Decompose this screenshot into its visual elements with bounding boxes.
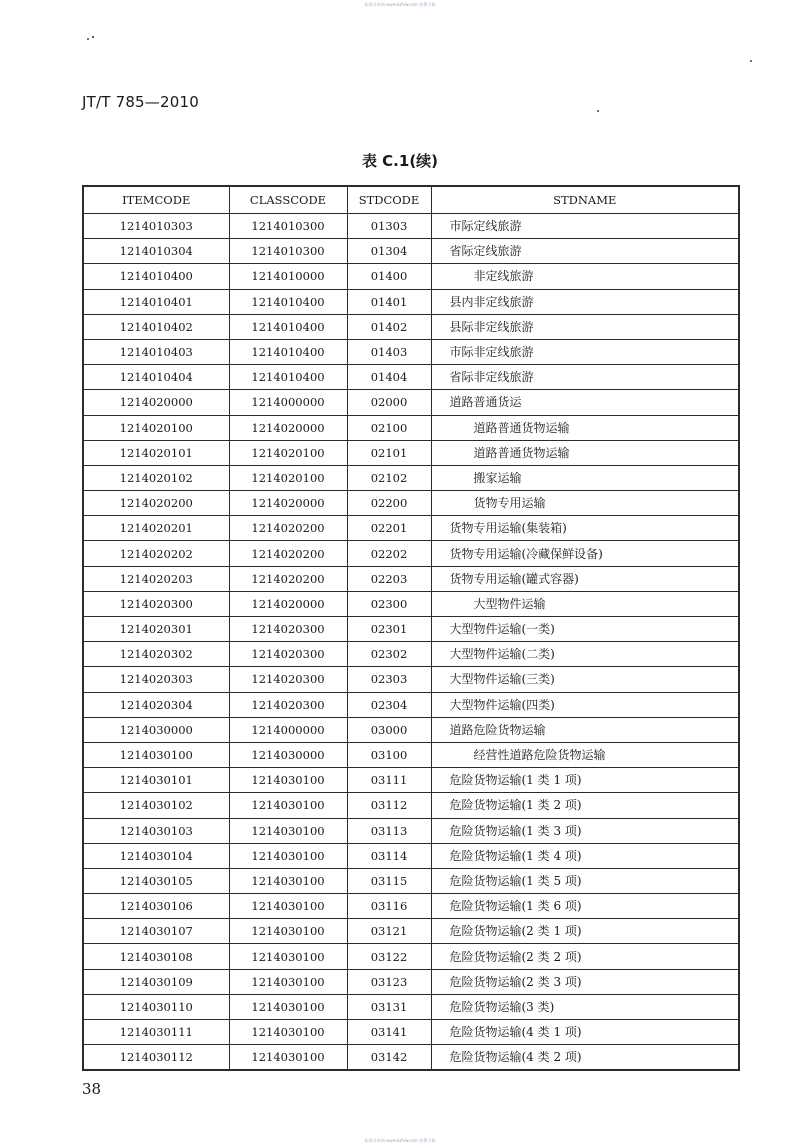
classcode-cell: 1214020300 (229, 642, 347, 667)
column-header-stdname: STDNAME (431, 186, 739, 214)
table-row (83, 868, 739, 893)
itemcode-cell: 1214030103 (83, 818, 229, 843)
classcode-cell: 1214020300 (229, 692, 347, 717)
stdcode-cell: 03113 (347, 818, 431, 843)
stdname-cell: 危险货物运输(1 类 1 项) (431, 768, 739, 793)
stdname-cell: 危险货物运输(3 类) (431, 994, 739, 1019)
classcode-cell: 1214010400 (229, 339, 347, 364)
itemcode-cell: 1214030102 (83, 793, 229, 818)
itemcode-cell: 1214020100 (83, 415, 229, 440)
classcode-cell: 1214030100 (229, 868, 347, 893)
itemcode-cell: 1214030110 (83, 994, 229, 1019)
stdcode-cell: 03121 (347, 919, 431, 944)
stdcode-cell: 01404 (347, 365, 431, 390)
stdname-cell: 危险货物运输(1 类 2 项) (431, 793, 739, 818)
itemcode-cell: 1214010403 (83, 339, 229, 364)
stdname-cell: 危险货物运输(2 类 2 项) (431, 944, 739, 969)
classcode-cell: 1214010400 (229, 289, 347, 314)
stdname-cell: 经营性道路危险货物运输 (431, 742, 739, 767)
itemcode-cell: 1214020200 (83, 491, 229, 516)
stdname-cell: 省际非定线旅游 (431, 365, 739, 390)
stdname-cell: 货物专用运输(集装箱) (431, 516, 739, 541)
table-row (83, 440, 739, 465)
stdcode-cell: 02202 (347, 541, 431, 566)
table-row (83, 793, 739, 818)
stdname-cell: 危险货物运输(4 类 2 项) (431, 1045, 739, 1071)
stdcode-cell: 01401 (347, 289, 431, 314)
table-row (83, 465, 739, 490)
watermark-top: 标准分享网 www.bzfxw.com 免费下载 (364, 2, 436, 7)
table-row (83, 843, 739, 868)
stdname-cell: 大型物件运输(三类) (431, 667, 739, 692)
classcode-cell: 1214030100 (229, 994, 347, 1019)
stdcode-cell: 02302 (347, 642, 431, 667)
table-row (83, 1020, 739, 1045)
classcode-cell: 1214020200 (229, 516, 347, 541)
table-row (83, 994, 739, 1019)
stdname-cell: 大型物件运输(四类) (431, 692, 739, 717)
stdname-cell: 危险货物运输(1 类 6 项) (431, 894, 739, 919)
table-row (83, 894, 739, 919)
itemcode-cell: 1214030101 (83, 768, 229, 793)
classcode-cell: 1214020200 (229, 566, 347, 591)
code-table (82, 185, 740, 1071)
itemcode-cell: 1214030105 (83, 868, 229, 893)
column-header-stdcode: STDCODE (347, 186, 431, 214)
table-row (83, 264, 739, 289)
table-row (83, 692, 739, 717)
itemcode-cell: 1214020101 (83, 440, 229, 465)
stdcode-cell: 02203 (347, 566, 431, 591)
scan-speck (750, 60, 752, 62)
stdcode-cell: 03142 (347, 1045, 431, 1071)
stdcode-cell: 03123 (347, 969, 431, 994)
stdname-cell: 道路危险货物运输 (431, 717, 739, 742)
stdcode-cell: 02301 (347, 617, 431, 642)
itemcode-cell: 1214010402 (83, 314, 229, 339)
stdname-cell: 搬家运输 (431, 465, 739, 490)
classcode-cell: 1214020000 (229, 491, 347, 516)
table-row (83, 314, 739, 339)
stdname-cell: 危险货物运输(4 类 1 项) (431, 1020, 739, 1045)
stdname-cell: 货物专用运输(冷藏保鲜设备) (431, 541, 739, 566)
classcode-cell: 1214030100 (229, 944, 347, 969)
stdname-cell: 道路普通货物运输 (431, 440, 739, 465)
itemcode-cell: 1214030107 (83, 919, 229, 944)
classcode-cell: 1214020100 (229, 440, 347, 465)
table-row (83, 617, 739, 642)
itemcode-cell: 1214010303 (83, 214, 229, 239)
stdcode-cell: 03131 (347, 994, 431, 1019)
table-row (83, 415, 739, 440)
table-row (83, 667, 739, 692)
classcode-cell: 1214020000 (229, 415, 347, 440)
column-header-itemcode: ITEMCODE (83, 186, 229, 214)
itemcode-cell: 1214010304 (83, 239, 229, 264)
stdname-cell: 货物专用运输 (431, 491, 739, 516)
stdcode-cell: 02101 (347, 440, 431, 465)
stdname-cell: 非定线旅游 (431, 264, 739, 289)
stdname-cell: 县内非定线旅游 (431, 289, 739, 314)
classcode-cell: 1214030100 (229, 768, 347, 793)
itemcode-cell: 1214010401 (83, 289, 229, 314)
stdcode-cell: 02100 (347, 415, 431, 440)
table-row (83, 516, 739, 541)
table-row (83, 818, 739, 843)
table-title: 表 C.1(续) (361, 152, 439, 170)
stdname-cell: 危险货物运输(2 类 3 项) (431, 969, 739, 994)
classcode-cell: 1214030100 (229, 1020, 347, 1045)
table-row (83, 491, 739, 516)
table-row (83, 717, 739, 742)
classcode-cell: 1214030100 (229, 818, 347, 843)
classcode-cell: 1214030000 (229, 742, 347, 767)
itemcode-cell: 1214030000 (83, 717, 229, 742)
itemcode-cell: 1214020301 (83, 617, 229, 642)
classcode-cell: 1214030100 (229, 793, 347, 818)
stdname-cell: 危险货物运输(1 类 4 项) (431, 843, 739, 868)
itemcode-cell: 1214020300 (83, 591, 229, 616)
scan-speck (87, 38, 89, 40)
stdcode-cell: 02200 (347, 491, 431, 516)
stdcode-cell: 03000 (347, 717, 431, 742)
table-row (83, 239, 739, 264)
table-row (83, 390, 739, 415)
stdname-cell: 市际定线旅游 (431, 214, 739, 239)
stdcode-cell: 01402 (347, 314, 431, 339)
column-header-classcode: CLASSCODE (229, 186, 347, 214)
stdname-cell: 大型物件运输(一类) (431, 617, 739, 642)
stdcode-cell: 01303 (347, 214, 431, 239)
table-row (83, 969, 739, 994)
stdname-cell: 大型物件运输 (431, 591, 739, 616)
table-body (83, 214, 739, 1071)
table-row (83, 289, 739, 314)
table-row (83, 214, 739, 239)
itemcode-cell: 1214010404 (83, 365, 229, 390)
itemcode-cell: 1214020302 (83, 642, 229, 667)
table-row (83, 944, 739, 969)
watermark-bottom: 标准分享网 www.bzfxw.com 免费下载 (364, 1138, 436, 1143)
stdcode-cell: 03114 (347, 843, 431, 868)
stdcode-cell: 01403 (347, 339, 431, 364)
classcode-cell: 1214030100 (229, 1045, 347, 1071)
itemcode-cell: 1214030104 (83, 843, 229, 868)
classcode-cell: 1214030100 (229, 843, 347, 868)
itemcode-cell: 1214020201 (83, 516, 229, 541)
table-header (83, 186, 739, 214)
stdname-cell: 危险货物运输(2 类 1 项) (431, 919, 739, 944)
classcode-cell: 1214010400 (229, 365, 347, 390)
header-row (83, 186, 739, 214)
stdcode-cell: 03112 (347, 793, 431, 818)
itemcode-cell: 1214020303 (83, 667, 229, 692)
itemcode-cell: 1214030108 (83, 944, 229, 969)
classcode-cell: 1214010400 (229, 314, 347, 339)
itemcode-cell: 1214020304 (83, 692, 229, 717)
table-row (83, 1045, 739, 1071)
itemcode-cell: 1214030106 (83, 894, 229, 919)
standard-number: JT/T 785—2010 (82, 93, 199, 111)
table-row (83, 541, 739, 566)
classcode-cell: 1214020100 (229, 465, 347, 490)
stdname-cell: 道路普通货物运输 (431, 415, 739, 440)
itemcode-cell: 1214020000 (83, 390, 229, 415)
classcode-cell: 1214020300 (229, 617, 347, 642)
classcode-cell: 1214010300 (229, 214, 347, 239)
itemcode-cell: 1214010400 (83, 264, 229, 289)
stdcode-cell: 03111 (347, 768, 431, 793)
itemcode-cell: 1214020102 (83, 465, 229, 490)
stdcode-cell: 02201 (347, 516, 431, 541)
table-row (83, 642, 739, 667)
stdcode-cell: 01400 (347, 264, 431, 289)
page-number: 38 (82, 1080, 102, 1098)
classcode-cell: 1214020200 (229, 541, 347, 566)
classcode-cell: 1214000000 (229, 717, 347, 742)
table-row (83, 365, 739, 390)
scan-speck (92, 36, 94, 38)
itemcode-cell: 1214020203 (83, 566, 229, 591)
stdcode-cell: 02000 (347, 390, 431, 415)
table-row (83, 566, 739, 591)
stdcode-cell: 03115 (347, 868, 431, 893)
stdcode-cell: 03100 (347, 742, 431, 767)
table-row (83, 339, 739, 364)
stdcode-cell: 03122 (347, 944, 431, 969)
stdname-cell: 危险货物运输(1 类 5 项) (431, 868, 739, 893)
stdcode-cell: 01304 (347, 239, 431, 264)
classcode-cell: 1214030100 (229, 894, 347, 919)
table-row (83, 591, 739, 616)
stdcode-cell: 02304 (347, 692, 431, 717)
classcode-cell: 1214020000 (229, 591, 347, 616)
classcode-cell: 1214030100 (229, 919, 347, 944)
stdname-cell: 大型物件运输(二类) (431, 642, 739, 667)
stdcode-cell: 03116 (347, 894, 431, 919)
stdname-cell: 货物专用运输(罐式容器) (431, 566, 739, 591)
classcode-cell: 1214010300 (229, 239, 347, 264)
stdcode-cell: 02300 (347, 591, 431, 616)
classcode-cell: 1214000000 (229, 390, 347, 415)
stdcode-cell: 03141 (347, 1020, 431, 1045)
itemcode-cell: 1214020202 (83, 541, 229, 566)
itemcode-cell: 1214030112 (83, 1045, 229, 1071)
classcode-cell: 1214020300 (229, 667, 347, 692)
classcode-cell: 1214030100 (229, 969, 347, 994)
itemcode-cell: 1214030111 (83, 1020, 229, 1045)
table-row (83, 742, 739, 767)
stdname-cell: 市际非定线旅游 (431, 339, 739, 364)
itemcode-cell: 1214030100 (83, 742, 229, 767)
stdname-cell: 县际非定线旅游 (431, 314, 739, 339)
stdname-cell: 道路普通货运 (431, 390, 739, 415)
scan-speck (597, 110, 599, 112)
stdcode-cell: 02303 (347, 667, 431, 692)
stdname-cell: 危险货物运输(1 类 3 项) (431, 818, 739, 843)
itemcode-cell: 1214030109 (83, 969, 229, 994)
table-row (83, 768, 739, 793)
table-row (83, 919, 739, 944)
stdcode-cell: 02102 (347, 465, 431, 490)
classcode-cell: 1214010000 (229, 264, 347, 289)
stdname-cell: 省际定线旅游 (431, 239, 739, 264)
